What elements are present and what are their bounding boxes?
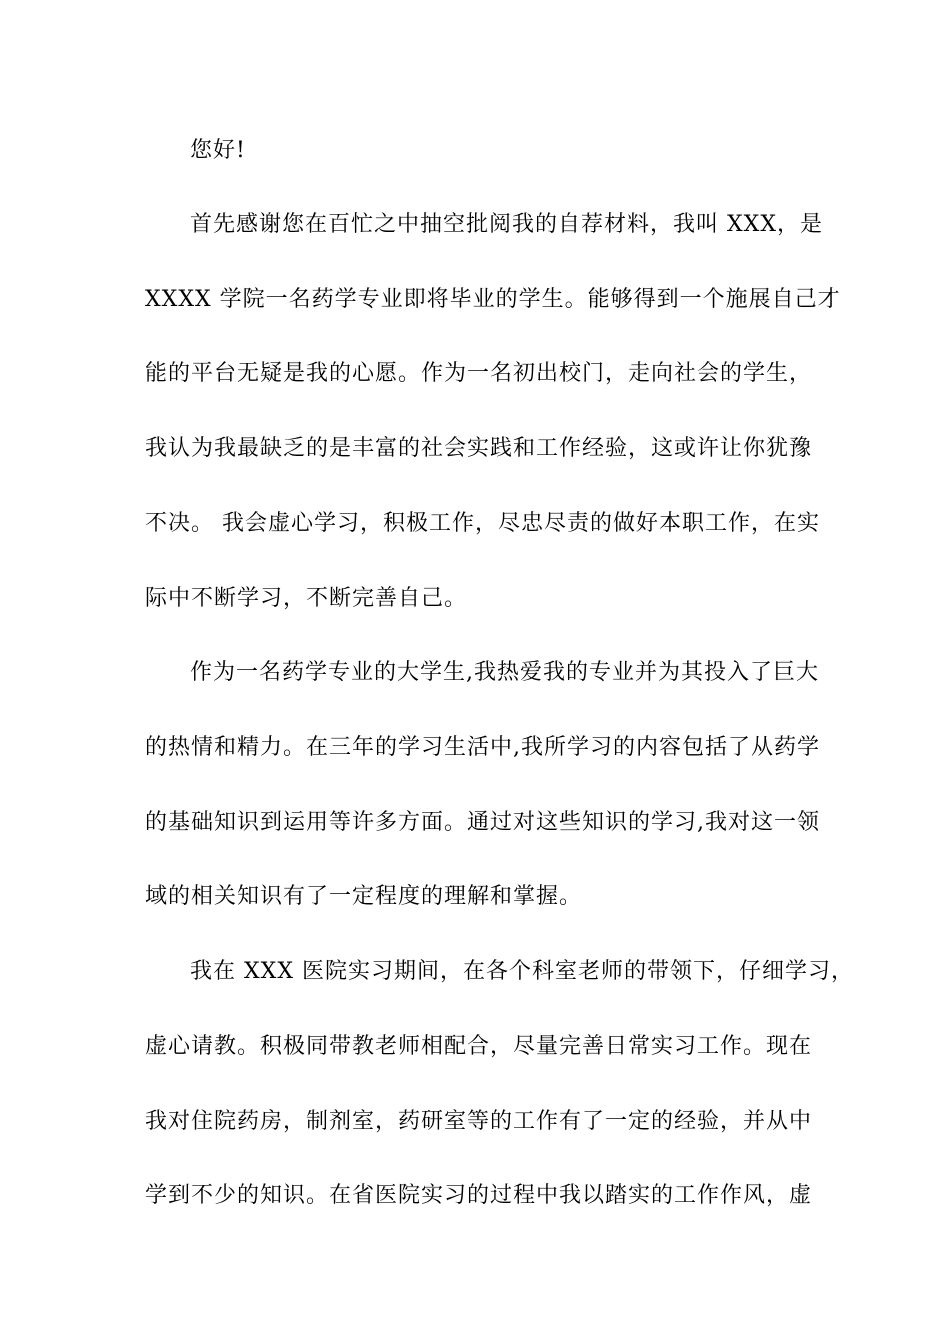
paragraph-1-line-2: XXXX 学院一名药学专业即将毕业的学生。能够得到一个施展自己才 bbox=[145, 287, 841, 312]
paragraph-1-line-4: 我认为我最缺乏的是丰富的社会实践和工作经验，这或许让你犹豫 bbox=[145, 436, 813, 461]
paragraph-1-line-3: 能的平台无疑是我的心愿。作为一名初出校门，走向社会的学生， bbox=[145, 361, 813, 386]
greeting-line: 您好! bbox=[190, 138, 246, 163]
paragraph-2-line-1: 作为一名药学专业的大学生,我热爱我的专业并为其投入了巨大 bbox=[190, 660, 819, 685]
paragraph-2-line-3: 的基础知识到运用等许多方面。通过对这些知识的学习,我对这一领 bbox=[145, 810, 820, 835]
paragraph-3-line-4: 学到不少的知识。在省医院实习的过程中我以踏实的工作作风，虚 bbox=[145, 1183, 813, 1208]
paragraph-3-line-2: 虚心请教。积极同带教老师相配合，尽量完善日常实习工作。现在 bbox=[145, 1034, 813, 1059]
paragraph-3-line-1: 我在 XXX 医院实习期间，在各个科室老师的带领下，仔细学习， bbox=[190, 959, 854, 984]
paragraph-1-line-6: 际中不断学习，不断完善自己。 bbox=[145, 586, 468, 611]
paragraph-3-line-3: 我对住院药房，制剂室，药研室等的工作有了一定的经验，并从中 bbox=[145, 1109, 813, 1134]
paragraph-2-line-4: 域的相关知识有了一定程度的理解和掌握。 bbox=[145, 884, 583, 909]
paragraph-1-line-1: 首先感谢您在百忙之中抽空批阅我的自荐材料，我叫 XXX，是 bbox=[190, 212, 823, 237]
paragraph-2-line-2: 的热情和精力。在三年的学习生活中,我所学习的内容包括了从药学 bbox=[145, 735, 820, 760]
paragraph-1-line-5: 不决。 我会虚心学习，积极工作，尽忠尽责的做好本职工作，在实 bbox=[145, 511, 820, 536]
